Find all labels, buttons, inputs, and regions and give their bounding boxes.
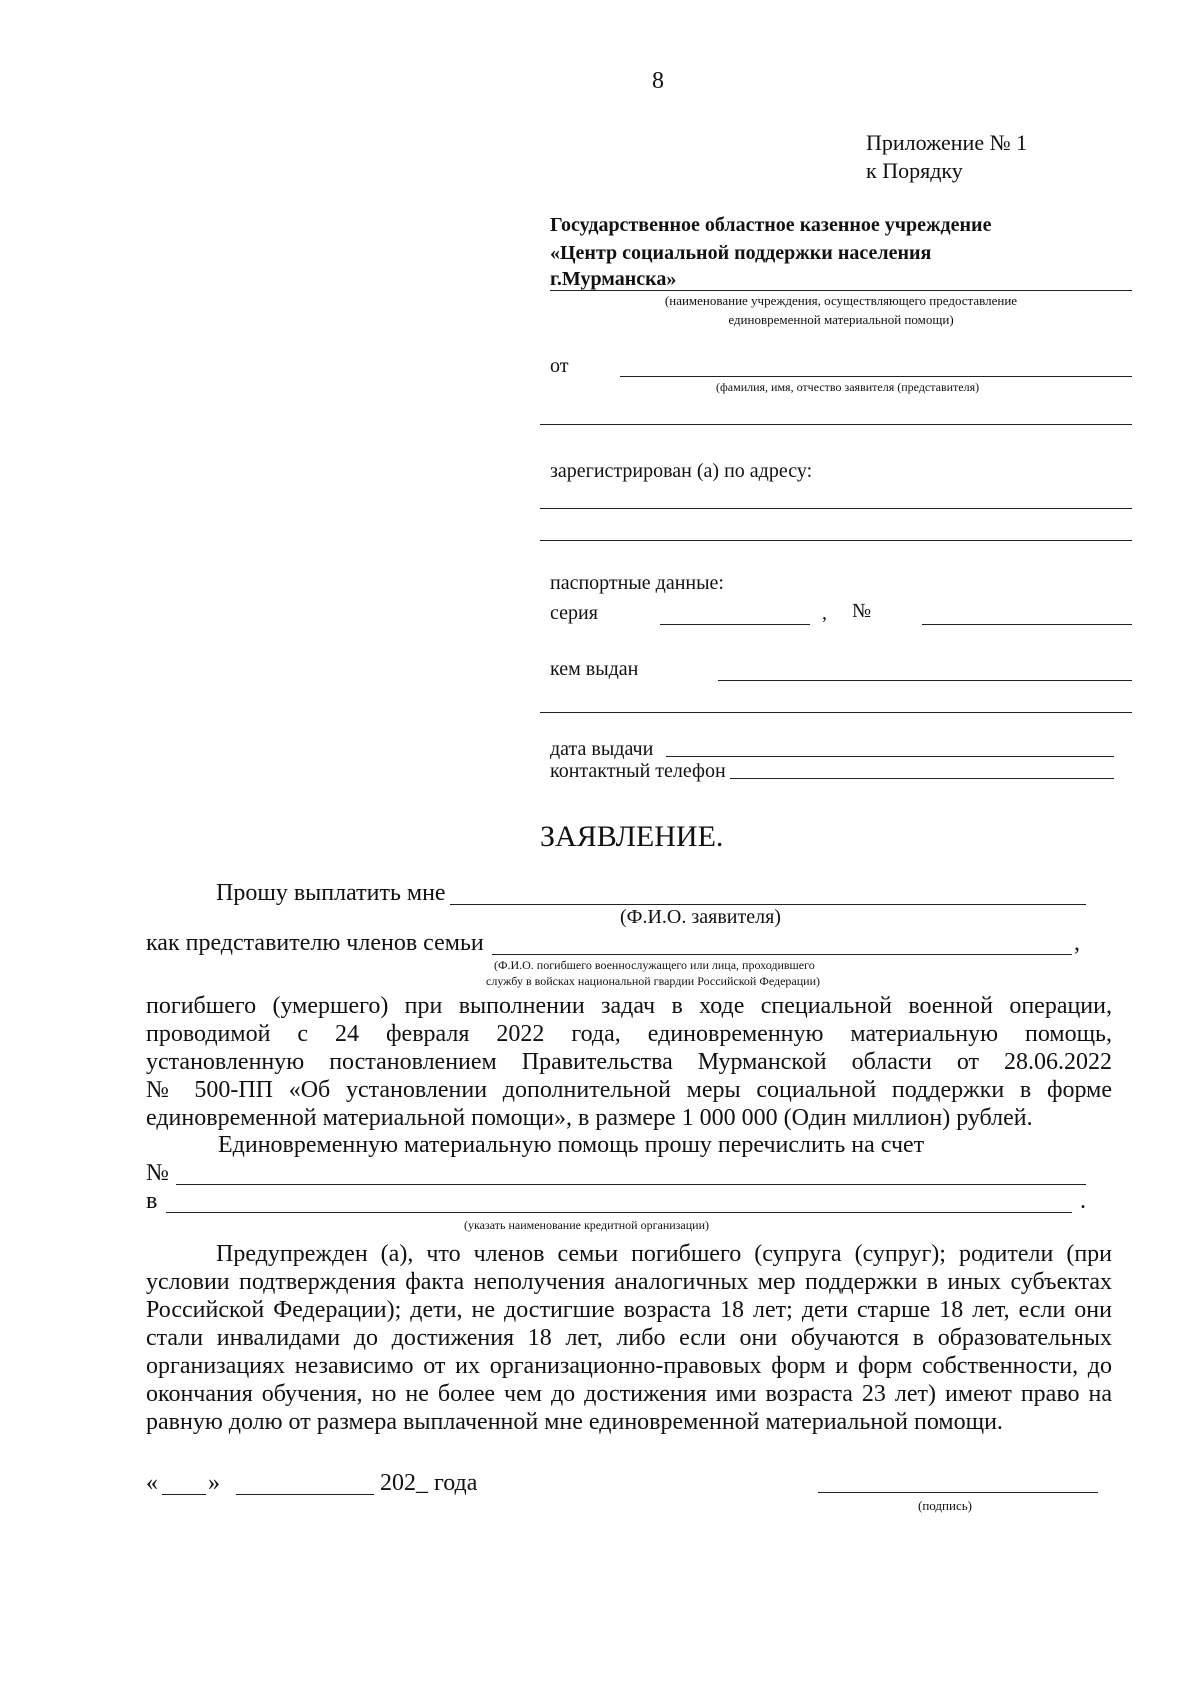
date-quote-close: » xyxy=(208,1470,220,1496)
passport-label: паспортные данные: xyxy=(550,572,724,594)
account-label: № xyxy=(146,1160,169,1186)
appendix-line-2: к Порядку xyxy=(866,158,963,183)
issued-by-field[interactable] xyxy=(718,680,1132,681)
page-number: 8 xyxy=(652,68,664,94)
address-field-line-2[interactable] xyxy=(540,540,1132,541)
representative-hint-1: (Ф.И.О. погибшего военнослужащего или лица, проходившего xyxy=(494,958,815,972)
paragraph-1-line-1: погибшего (умершего) при выполнении задач в ходе специальной военной операции, xyxy=(146,993,1112,1019)
warning-line-2: условии подтверждения факта неполучения аналогичных мер поддержки в иных субъектах xyxy=(146,1269,1112,1295)
institution-hint-1: (наименование учреждения, осуществляющего предоставление xyxy=(664,293,1018,308)
bank-hint: (указать наименование кредитной организации) xyxy=(464,1218,709,1232)
applicant-name-field[interactable] xyxy=(450,904,1086,905)
request-label: Прошу выплатить мне xyxy=(216,880,446,906)
warning-line-7: равную долю от размера выплаченной мне единовременной материальной помощи. xyxy=(146,1409,1003,1435)
date-day-field[interactable] xyxy=(162,1494,206,1495)
deceased-name-field[interactable] xyxy=(492,954,1072,955)
series-field[interactable] xyxy=(660,624,810,625)
issue-date-field[interactable] xyxy=(666,756,1114,757)
paragraph-1-line-3: установленную постановлением Правительства Мурманской области от 28.06.2022 xyxy=(146,1049,1112,1075)
representative-comma: , xyxy=(1074,930,1080,956)
institution-line-3: г.Мурманска» xyxy=(550,268,677,290)
document-title: ЗАЯВЛЕНИЕ. xyxy=(540,820,724,853)
representative-label: как представителю членов семьи xyxy=(146,930,484,956)
warning-line-5: организациях независимо от их организационно-правовых форм и форм собственности, до xyxy=(146,1353,1112,1379)
institution-hint-2: единовременной материальной помощи) xyxy=(728,312,954,327)
warning-line-4: стали инвалидами до достижения 18 лет, либо если они обучаются в образовательных xyxy=(146,1325,1112,1351)
representative-hint-2: службу в войсках национальной гвардии Российской Федерации) xyxy=(486,974,821,988)
bank-dot: . xyxy=(1080,1188,1086,1214)
from-field-line-2[interactable] xyxy=(540,424,1132,425)
from-field[interactable] xyxy=(620,376,1132,377)
from-hint: (фамилия, имя, отчество заявителя (представителя) xyxy=(716,380,980,394)
institution-line-2: «Центр социальной поддержки населения xyxy=(550,242,932,264)
transfer-label: Единовременную материальную помощь прошу перечислить на счет xyxy=(218,1132,925,1158)
phone-field[interactable] xyxy=(730,778,1114,779)
account-number-field[interactable] xyxy=(176,1184,1086,1185)
number-label: № xyxy=(852,600,872,622)
request-hint: (Ф.И.О. заявителя) xyxy=(620,906,781,928)
institution-underline xyxy=(550,290,1132,291)
warning-line-3: Российской Федерации); дети, не достигшие возраста 18 лет; дети старше 18 лет, если они xyxy=(146,1297,1112,1323)
paragraph-1-line-5: единовременной материальной помощи», в размере 1 000 000 (Один миллион) рублей. xyxy=(146,1105,1033,1131)
issued-by-field-line-2[interactable] xyxy=(540,712,1132,713)
passport-number-field[interactable] xyxy=(922,624,1132,625)
issue-date-label: дата выдачи xyxy=(550,738,654,760)
signature-hint: (подпись) xyxy=(918,1498,972,1513)
date-month-field[interactable] xyxy=(236,1494,374,1495)
bank-name-field[interactable] xyxy=(166,1212,1072,1213)
address-label: зарегистрирован (а) по адресу: xyxy=(550,460,813,482)
warning-line-1: Предупрежден (а), что членов семьи погибшего (супруга (супруг); родители (при xyxy=(216,1241,1112,1267)
warning-line-6: окончания обучения, но не более чем до достижения ими возраста 23 лет) имеют право на xyxy=(146,1381,1112,1407)
date-quote-open: « xyxy=(146,1470,158,1496)
bank-label: в xyxy=(146,1188,158,1214)
issued-by-label: кем выдан xyxy=(550,658,639,680)
paragraph-1-line-2: проводимой с 24 февраля 2022 года, единовременную материальную помощь, xyxy=(146,1021,1112,1047)
address-field-line-1[interactable] xyxy=(540,508,1132,509)
paragraph-1-line-4: № 500-ПП «Об установлении дополнительной меры социальной поддержки в форме xyxy=(146,1077,1112,1103)
institution-line-1: Государственное областное казенное учреждение xyxy=(550,214,992,236)
series-comma: , xyxy=(822,602,827,624)
date-year-text: 202_ года xyxy=(380,1470,478,1496)
series-label: серия xyxy=(550,602,598,624)
appendix-line-1: Приложение № 1 xyxy=(866,130,1028,155)
phone-label: контактный телефон xyxy=(550,760,726,782)
signature-field[interactable] xyxy=(818,1492,1098,1493)
from-label: от xyxy=(550,355,569,377)
